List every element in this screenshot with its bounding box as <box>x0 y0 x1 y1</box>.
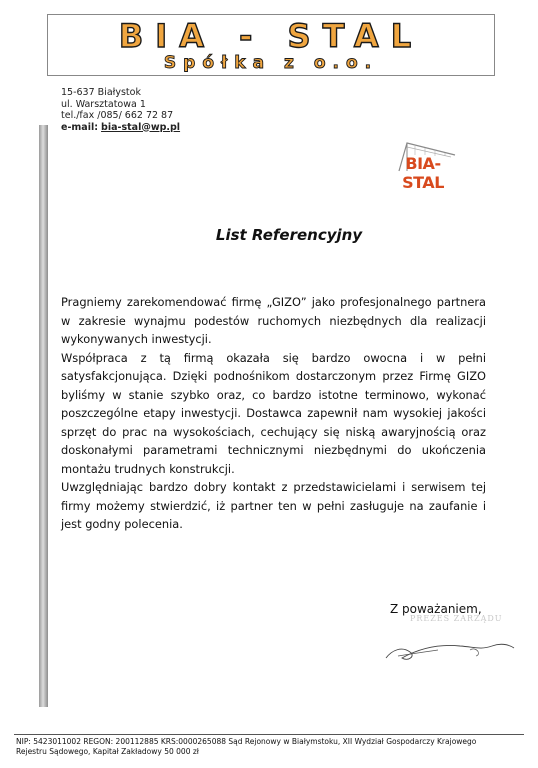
closing-salutation: Z poważaniem, <box>390 602 482 616</box>
corner-company-logo <box>385 135 461 192</box>
email-label: e-mail: <box>61 121 99 133</box>
corner-logo-text: BIA-STAL <box>402 154 444 192</box>
company-form-logo: Spółka z o.o. <box>163 53 379 73</box>
board-stamp: PREZES ZARZĄDU <box>410 614 503 623</box>
footer-line-1: NIP: 5423011002 REGON: 200112885 KRS:0000265088 Sąd Rejonowy w Białymstoku, XII Wydział Gospodarczy Krajowego <box>16 737 477 746</box>
paragraph-cooperation: Współpraca z tą firmą okazała się bardzo owocna i w pełni satysfakcjonująca. Dzięki podnośnikom dostarczonym przez Firmę GIZO byliśmy w stanie szybko oraz, co bardzo istotne terminowo, wykonać poszczególne etapy inwestycji. Dostawca zapewnił nam wysokiej jakości sprzęt do prac na wysokościach, cechujący się niską awaryjnością oraz doskonałymi parametrami technicznymi niezbędnymi do ukończenia montażu trudnych konstrukcji. <box>61 350 486 476</box>
letterhead-box <box>47 14 495 76</box>
paragraph-conclusion: Uwzględniając bardzo dobry kontakt z przedstawicielami i serwisem tej firmy możemy stwierdzić, iż partner ten w pełni zasługuje na zaufanie i jest godny polecenia. <box>61 480 486 531</box>
handwritten-signature-icon <box>380 628 520 668</box>
address-line-city: 15-637 Białystok <box>61 87 141 98</box>
email-link[interactable]: bia-stal@wp.pl <box>101 121 181 133</box>
document-title: List Referencyjny <box>215 226 363 244</box>
address-line-email <box>61 122 180 134</box>
decorative-side-bar <box>39 125 48 707</box>
company-name-logo: BIA - STAL <box>118 17 424 55</box>
paragraph-recommendation: Pragniemy zarekomendować firmę „GIZO” jako profesjonalnego partnera w zakresie wynajmu podestów ruchomych niezbędnych dla realizacji wykonywanych inwestycji. <box>61 295 486 346</box>
address-line-street: ul. Warsztatowa 1 <box>61 98 146 110</box>
footer-divider <box>14 734 524 735</box>
footer-line-2: Rejestru Sądowego, Kapitał Zakładowy 50 000 zł <box>16 747 199 756</box>
company-registration-footer <box>16 737 526 757</box>
company-address <box>61 87 180 133</box>
address-line-phone: tel./fax /085/ 662 72 87 <box>61 110 174 121</box>
letter-body <box>61 293 486 534</box>
